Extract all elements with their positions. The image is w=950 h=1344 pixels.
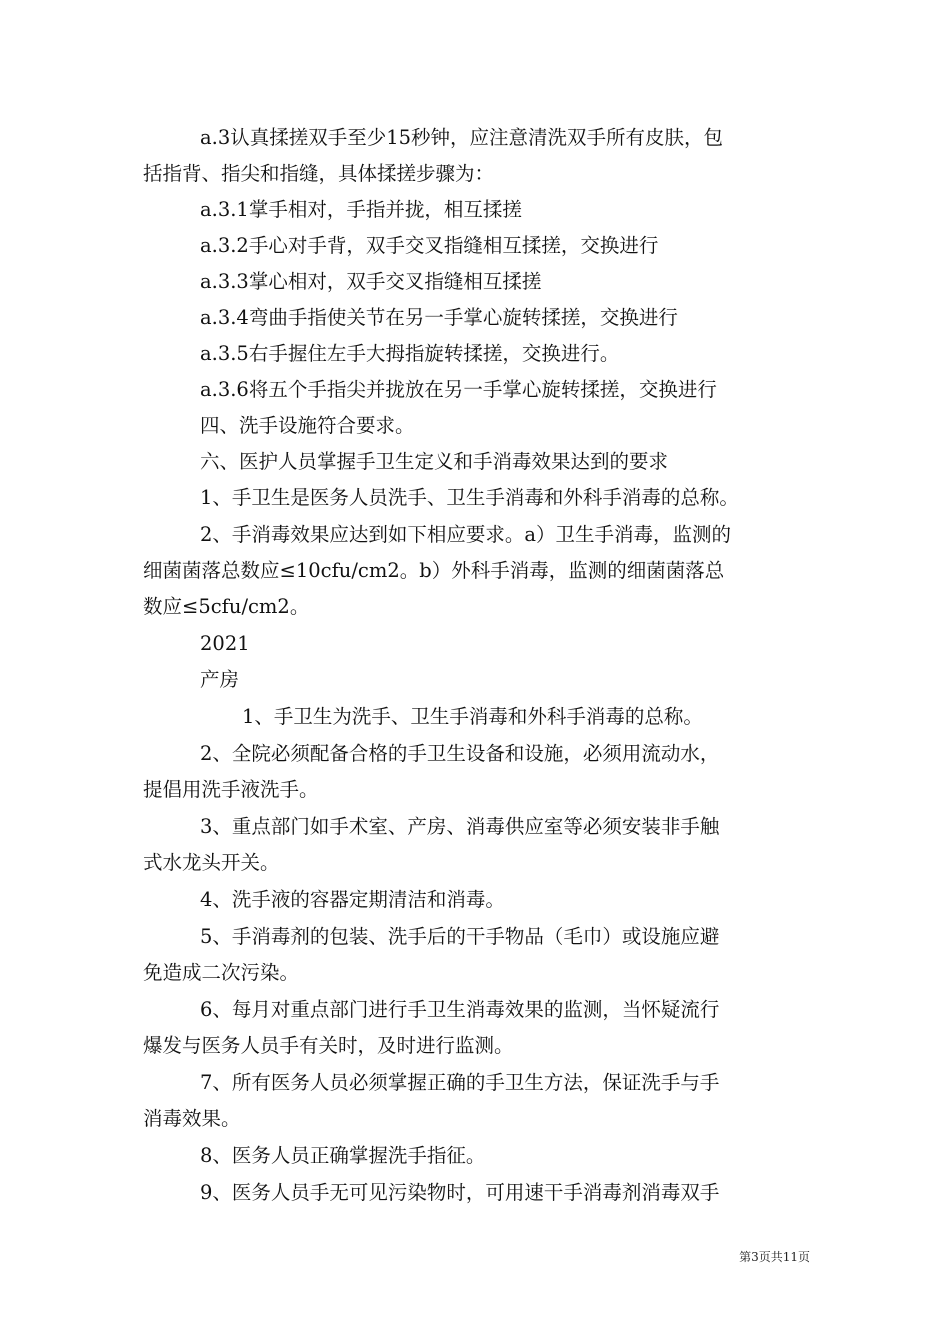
body-line: 消毒效果。 [143, 1107, 241, 1130]
body-line: 7、所有医务人员必须掌握正确的手卫生方法，保证洗手与手 [200, 1071, 720, 1094]
body-line: 括指背、指尖和指缝，具体揉搓步骤为： [143, 162, 495, 185]
body-line: 数应≤5cfu/cm2。 [143, 595, 310, 618]
body-line: 四、洗手设施符合要求。 [200, 414, 415, 437]
body-line: 六、医护人员掌握手卫生定义和手消毒效果达到的要求 [200, 450, 669, 473]
body-line: 9、医务人员手无可见污染物时，可用速干手消毒剂消毒双手 [200, 1181, 720, 1204]
body-line: a.3.4弯曲手指使关节在另一手掌心旋转揉搓，交换进行 [200, 306, 678, 329]
body-line: a.3.1掌手相对，手指并拢，相互揉搓 [200, 198, 522, 221]
body-line: 2021 [200, 632, 250, 655]
body-line: 式水龙头开关。 [143, 851, 280, 874]
body-line: 2、全院必须配备合格的手卫生设备和设施，必须用流动水， [200, 742, 720, 765]
body-line: 爆发与医务人员手有关时，及时进行监测。 [143, 1034, 514, 1057]
body-line: 6、每月对重点部门进行手卫生消毒效果的监测，当怀疑流行 [200, 998, 720, 1021]
body-line: 2、手消毒效果应达到如下相应要求。a）卫生手消毒，监测的 [200, 523, 732, 546]
body-line: 产房 [200, 668, 240, 691]
body-line: a.3.2手心对手背，双手交叉指缝相互揉搓，交换进行 [200, 234, 659, 257]
body-line: 免造成二次污染。 [143, 961, 300, 984]
body-line: 1、手卫生是医务人员洗手、卫生手消毒和外科手消毒的总称。 [200, 486, 739, 509]
body-line: 细菌菌落总数应≤10cfu/cm2。b）外科手消毒，监测的细菌菌落总 [143, 559, 725, 582]
body-line: a.3.6将五个手指尖并拢放在另一手掌心旋转揉搓，交换进行 [200, 378, 717, 401]
body-line: a.3认真揉搓双手至少15秒钟，应注意清洗双手所有皮肤，包 [200, 126, 724, 149]
body-line: a.3.5右手握住左手大拇指旋转揉搓，交换进行。 [200, 342, 620, 365]
body-line: 3、重点部门如手术室、产房、消毒供应室等必须安装非手触 [200, 815, 720, 838]
body-line: a.3.3掌心相对，双手交叉指缝相互揉搓 [200, 270, 542, 293]
page-number-footer: 第3页共11页 [739, 1250, 810, 1264]
body-line: 5、手消毒剂的包装、洗手后的干手物品（毛巾）或设施应避 [200, 925, 720, 948]
body-line: 1、手卫生为洗手、卫生手消毒和外科手消毒的总称。 [242, 705, 703, 728]
body-line: 提倡用洗手液洗手。 [143, 778, 319, 801]
body-line: 4、洗手液的容器定期清洁和消毒。 [200, 888, 505, 911]
body-line: 8、医务人员正确掌握洗手指征。 [200, 1144, 486, 1167]
